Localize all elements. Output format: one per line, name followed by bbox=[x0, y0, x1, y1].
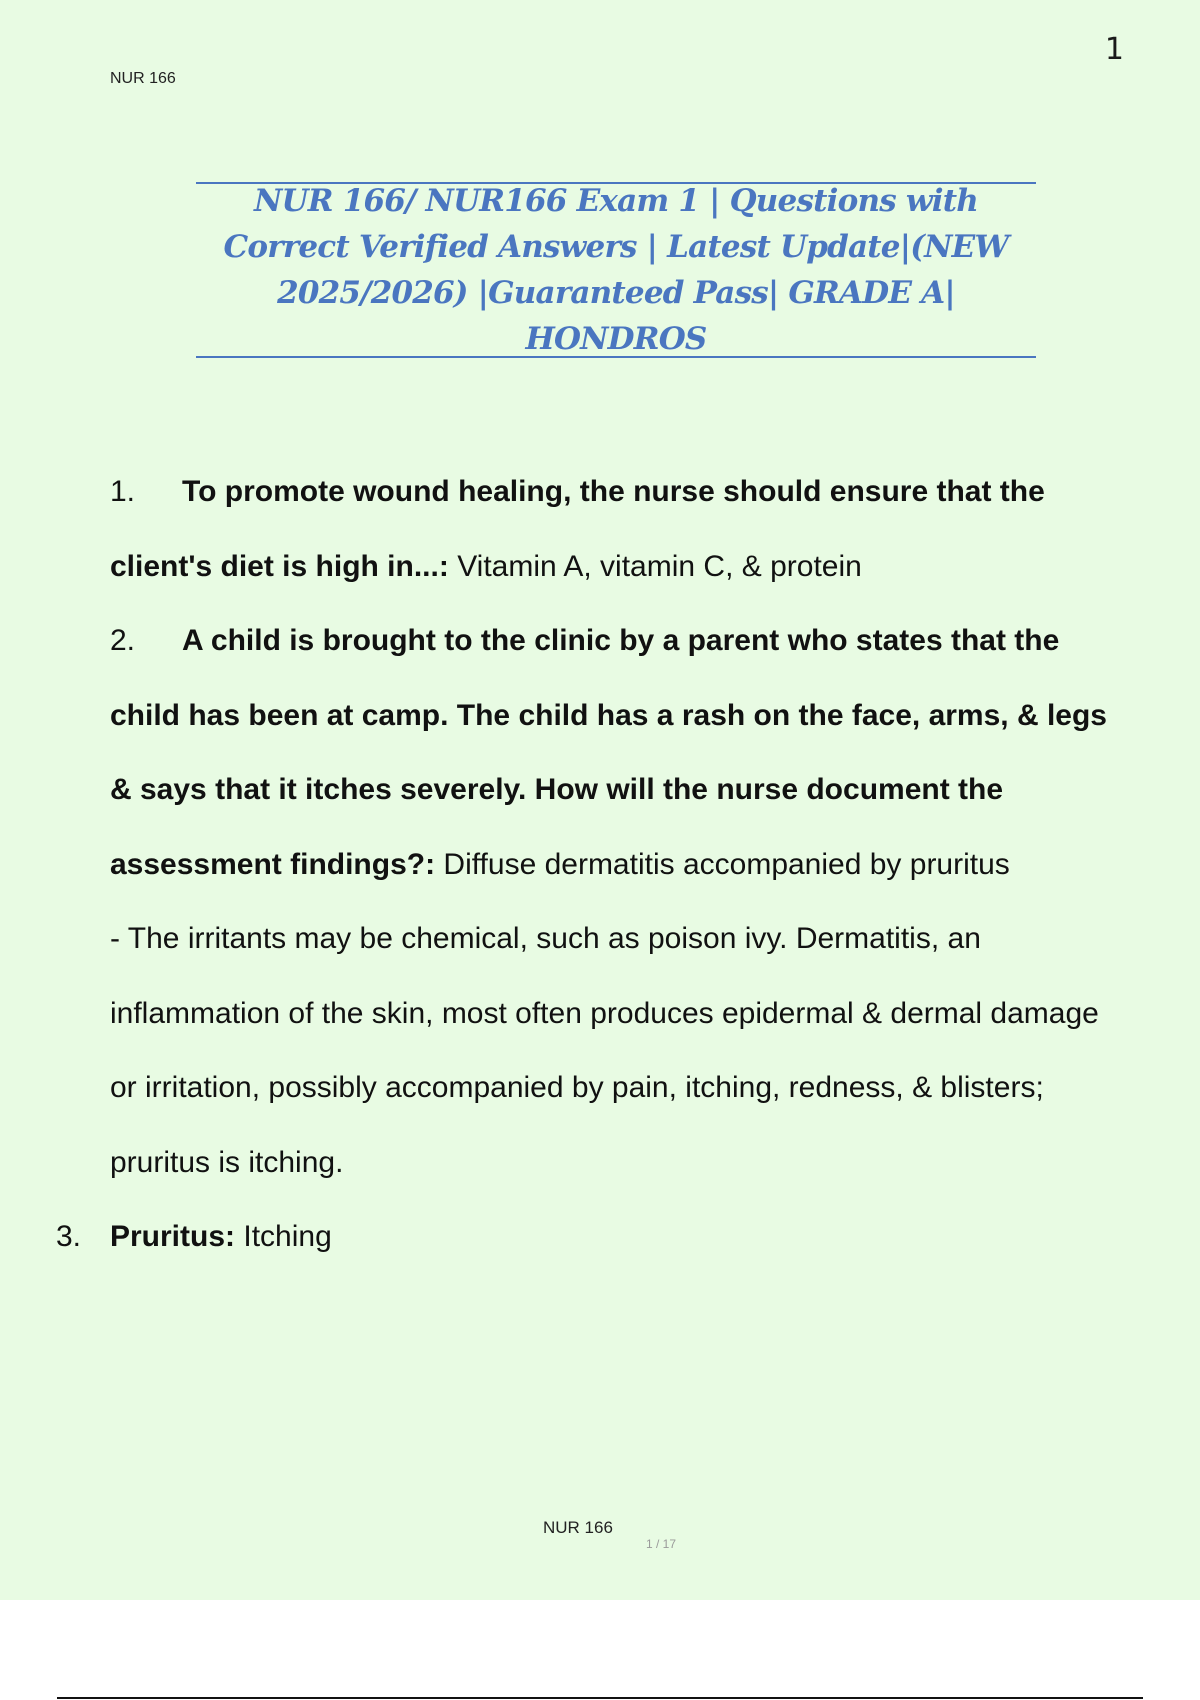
item-number: 1. bbox=[110, 475, 136, 508]
page-number: 1 bbox=[1104, 32, 1124, 67]
answer-text: Vitamin A, vitamin C, & protein bbox=[457, 549, 862, 583]
footer-label: NUR 166 bbox=[543, 1518, 613, 1537]
item-number: 2. bbox=[110, 624, 136, 657]
document-title: NUR 166/ NUR166 Exam 1 | Questions with Correct Verified Answers | Latest Update|(NEW 2025/2026) |Guaranteed Pass| GRADE A| HONDROS bbox=[223, 183, 1009, 357]
question-item-1 bbox=[110, 455, 1130, 604]
question-text: Pruritus: bbox=[110, 1220, 236, 1253]
rationale-note: - The irritants may be chemical, such as poison ivy. Dermatitis, an inflammation of the skin, most often produces epidermal & dermal damage or irritation, possibly accompanied by pain, itching, redness, & blisters; pruritus is itching. bbox=[110, 922, 1099, 1179]
footer-page-count: 1 / 17 bbox=[646, 1537, 677, 1551]
header-label: NUR 166 bbox=[110, 70, 176, 87]
question-item-2 bbox=[110, 604, 1130, 902]
question-text: A child is brought to the clinic by a parent who states that the child has been at camp. The child has a rash on the face, arms, & legs & says that it itches severely. How will the nurse document the assessment findings?: bbox=[110, 624, 1107, 881]
question-list bbox=[56, 455, 1130, 1275]
question-item-3 bbox=[56, 1200, 1130, 1275]
item-number: 3. bbox=[56, 1220, 82, 1253]
title-box bbox=[196, 182, 1036, 358]
question-text: To promote wound healing, the nurse should ensure that the client's diet is high in...: bbox=[110, 475, 1045, 583]
bottom-divider bbox=[57, 1697, 1143, 1699]
answer-text: Itching bbox=[243, 1220, 332, 1253]
answer-text: Diffuse dermatitis accompanied by pruritus bbox=[443, 847, 1010, 881]
